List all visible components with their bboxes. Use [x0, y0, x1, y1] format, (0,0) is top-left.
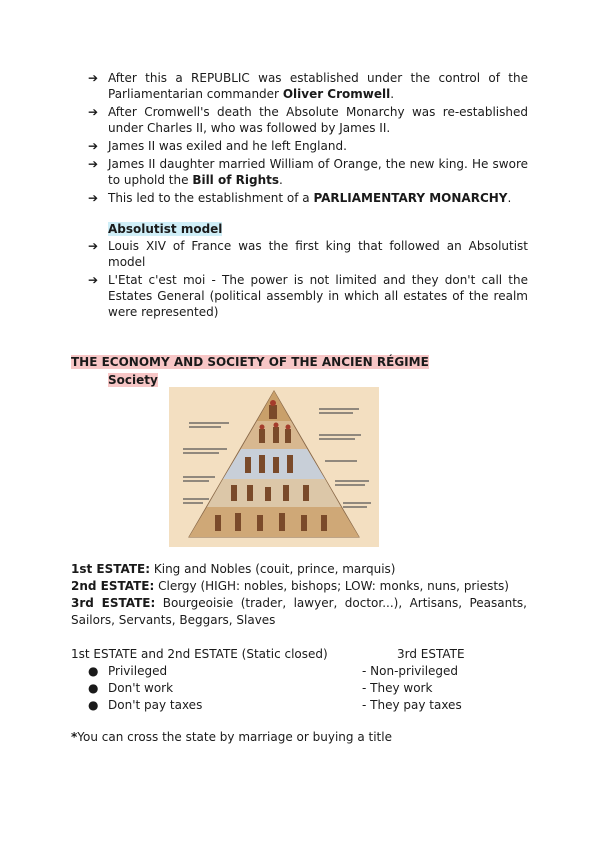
comparison-left-title: 1st ESTATE and 2nd ESTATE (Static closed): [71, 647, 328, 661]
bullet-dot-icon: ●: [88, 664, 99, 678]
arrow-icon: ➔: [88, 157, 99, 171]
list-item: ➔ James II was exiled and he left England.: [88, 139, 347, 153]
list-item: ➔ James II daughter married William of Orange, the new king. He swore to uphold the Bill of Rights.: [88, 157, 528, 187]
list-item: ➔ After this a REPUBLIC was established under the control of the Parliamentarian commander Oliver Cromwell.: [88, 71, 528, 101]
arrow-icon: ➔: [88, 191, 99, 205]
history-bullet-list: [88, 70, 528, 208]
estate-line: 2nd ESTATE: Clergy (HIGH: nobles, bishops; LOW: monks, nuns, priests): [71, 579, 509, 593]
privileged-list: [88, 663, 202, 714]
list-item: ● Don't work: [88, 681, 174, 695]
list-item: - They pay taxes: [362, 698, 462, 712]
arrow-icon: ➔: [88, 239, 99, 253]
list-item: ➔ After Cromwell's death the Absolute Monarchy was re-established under Charles II, who was followed by James II.: [88, 105, 528, 135]
arrow-icon: ➔: [88, 105, 99, 119]
arrow-icon: ➔: [88, 273, 99, 287]
list-item: ● Don't pay taxes: [88, 698, 203, 712]
list-item: - Non-privileged: [362, 664, 459, 678]
non-privileged-list: [362, 663, 462, 714]
list-item: ➔ L'Etat c'est moi - The power is not limited and they don't call the Estates General (political assembly in which all estates of the realm were represented): [88, 273, 528, 319]
estates-description: [71, 561, 527, 629]
arrow-icon: ➔: [88, 139, 99, 153]
absolutist-heading: Absolutist model: [108, 222, 223, 236]
estate-line: 3rd ESTATE: Bourgeoisie (trader, lawyer, doctor...), Artisans, Peasants, Sailors, Servants, Beggars, Slaves: [71, 596, 527, 627]
footnote: *You can cross the state by marriage or buying a title: [71, 730, 392, 744]
estate-line: 1st ESTATE: King and Nobles (couit, prince, marquis): [71, 562, 396, 576]
section-title: THE ECONOMY AND SOCIETY OF THE ANCIEN RÉGIME: [71, 355, 429, 369]
list-item: ● Privileged: [88, 664, 168, 678]
comparison-right-title: 3rd ESTATE: [397, 647, 465, 661]
absolutist-bullet-list: [88, 238, 528, 322]
pyramid-illustration: [169, 387, 379, 547]
arrow-icon: ➔: [88, 71, 99, 85]
list-item: ➔ This led to the establishment of a PARLIAMENTARY MONARCHY.: [88, 191, 512, 205]
society-pyramid-image: [169, 387, 379, 547]
list-item: - They work: [362, 681, 433, 695]
list-item: ➔ Louis XIV of France was the first king that followed an Absolutist model: [88, 239, 528, 269]
society-heading: Society: [108, 373, 158, 387]
bullet-dot-icon: ●: [88, 681, 99, 695]
bullet-dot-icon: ●: [88, 698, 99, 712]
